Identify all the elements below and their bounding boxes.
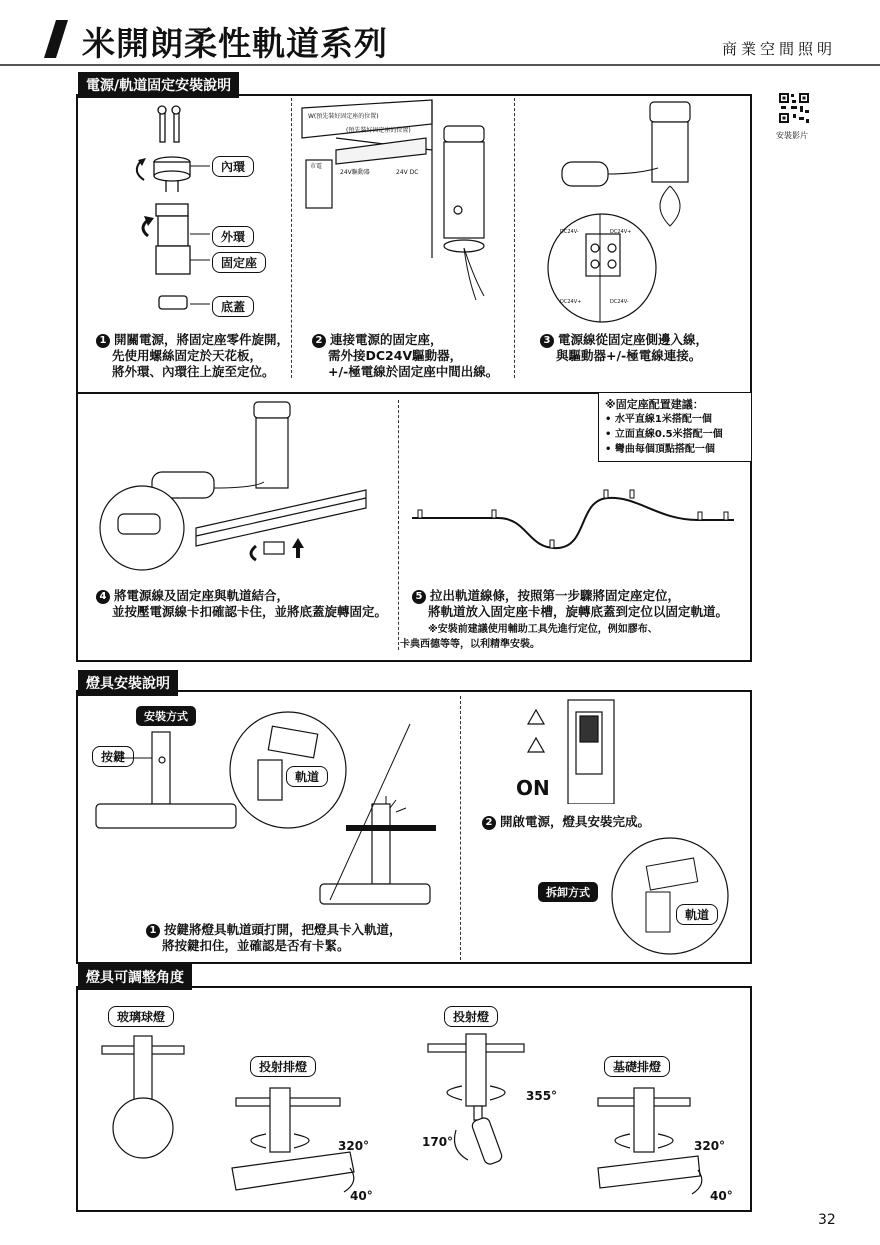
header-rule — [0, 64, 880, 66]
section-title-fixture: 燈具安裝說明 — [78, 670, 178, 696]
mains-label: 市電 — [310, 163, 323, 170]
angle-label: 320° — [338, 1139, 370, 1153]
wire-label: DC24V- — [560, 229, 579, 235]
fixture-step-2: 2 開啟電源，燈具安裝完成。 — [482, 814, 650, 830]
driver-label: 24V驅動器 — [340, 169, 370, 176]
step-4: 4 將電源線及固定座與軌道結合， 並按壓電源線卡扣確認卡住，並將底蓋旋轉固定。 — [96, 588, 387, 620]
install-method-tag: 安裝方式 — [136, 706, 196, 726]
angle-label: 170° — [422, 1135, 454, 1149]
fixture-step-1: 1 按鍵將燈具軌道頭打開，把燈具卡入軌道， 將按鍵扣住，並確認是否有卡緊。 — [146, 922, 402, 954]
advice-item: • 彎曲每個頂點搭配一個 — [605, 444, 715, 455]
step-1: 1 開關電源，將固定座零件旋開， 先使用螺絲固定於天花板， 將外環、內環往上旋至定位。 — [96, 332, 289, 380]
button-tag: 按鍵 — [92, 746, 134, 767]
advice-box — [598, 392, 752, 462]
step-2: 2 連接電源的固定座， 需外接DC24V驅動器， +/-極電線於固定座中間出線。 — [312, 332, 498, 380]
spot-tag: 投射燈 — [444, 1006, 498, 1027]
footnote: ※安裝前建議使用輔助工具先進行定位，例如膠布、 卡典西德等等，以利精準安裝。 — [400, 624, 658, 650]
glass-ball-tag: 玻璃球燈 — [108, 1006, 174, 1027]
angle-label: 320° — [694, 1139, 726, 1153]
angle-diagrams — [80, 1030, 750, 1210]
angle-label: 40° — [350, 1189, 373, 1203]
label-bottom-cover: 底蓋 — [212, 296, 254, 317]
track-tag: 軌道 — [286, 766, 328, 787]
advice-item: • 立面直線0.5米搭配一個 — [605, 429, 723, 440]
basic-bar-tag: 基礎排燈 — [604, 1056, 670, 1077]
fixed-base-parts-diagram — [110, 100, 290, 320]
advice-title: ※固定座配置建議： — [605, 398, 704, 411]
dc-label: 24V DC — [396, 169, 419, 176]
fixture-install-diagram — [80, 700, 460, 930]
base-track-diagram — [96, 398, 396, 578]
advice-item: • 水平直線1米搭配一個 — [605, 414, 712, 425]
section-title-power: 電源/軌道固定安裝說明 — [78, 72, 239, 98]
wire-label: DC24V- — [610, 299, 629, 305]
divider — [291, 98, 292, 378]
divider — [460, 696, 461, 960]
qr-code[interactable] — [778, 92, 810, 124]
spot-bar-tag: 投射排燈 — [250, 1056, 316, 1077]
angle-label: 355° — [526, 1089, 558, 1103]
category-label: 商業空間照明 — [721, 40, 836, 58]
flexible-track-diagram — [408, 470, 738, 560]
page-number: 32 — [818, 1212, 836, 1228]
on-label: ON — [516, 776, 550, 800]
wire-label: DC24V+ — [560, 299, 582, 305]
step-3: 3 電源線從固定座側邊入線， 與驅動器+/-極電線連接。 — [540, 332, 708, 364]
page-title: 米開朗柔性軌道系列 — [82, 24, 388, 63]
label-fixed-base: 固定座 — [212, 252, 266, 273]
wiring-diagram — [296, 98, 512, 328]
step-5: 5 拉出軌道線條，按照第一步驟將固定座定位， 將軌道放入固定座卡槽，旋轉底蓋到定位以固定軌道。 — [412, 588, 728, 620]
angle-label: 40° — [710, 1189, 733, 1203]
remove-method-tag: 拆卸方式 — [538, 882, 598, 902]
wire-label: DC24V+ — [610, 229, 632, 235]
track-tag-2: 軌道 — [676, 904, 718, 925]
label-inner-ring: 內環 — [212, 156, 254, 177]
divider — [398, 400, 399, 650]
ceiling-label: (預先裝好固定座的位置) — [346, 127, 411, 134]
section-title-angle: 燈具可調整角度 — [78, 964, 192, 990]
wall-label: W(預先裝好固定座的位置) — [308, 113, 379, 120]
connector-diagram — [540, 98, 745, 328]
divider — [514, 98, 515, 378]
remove-diagram — [606, 832, 736, 962]
label-outer-ring: 外環 — [212, 226, 254, 247]
qr-caption: 安裝影片 — [776, 131, 808, 140]
